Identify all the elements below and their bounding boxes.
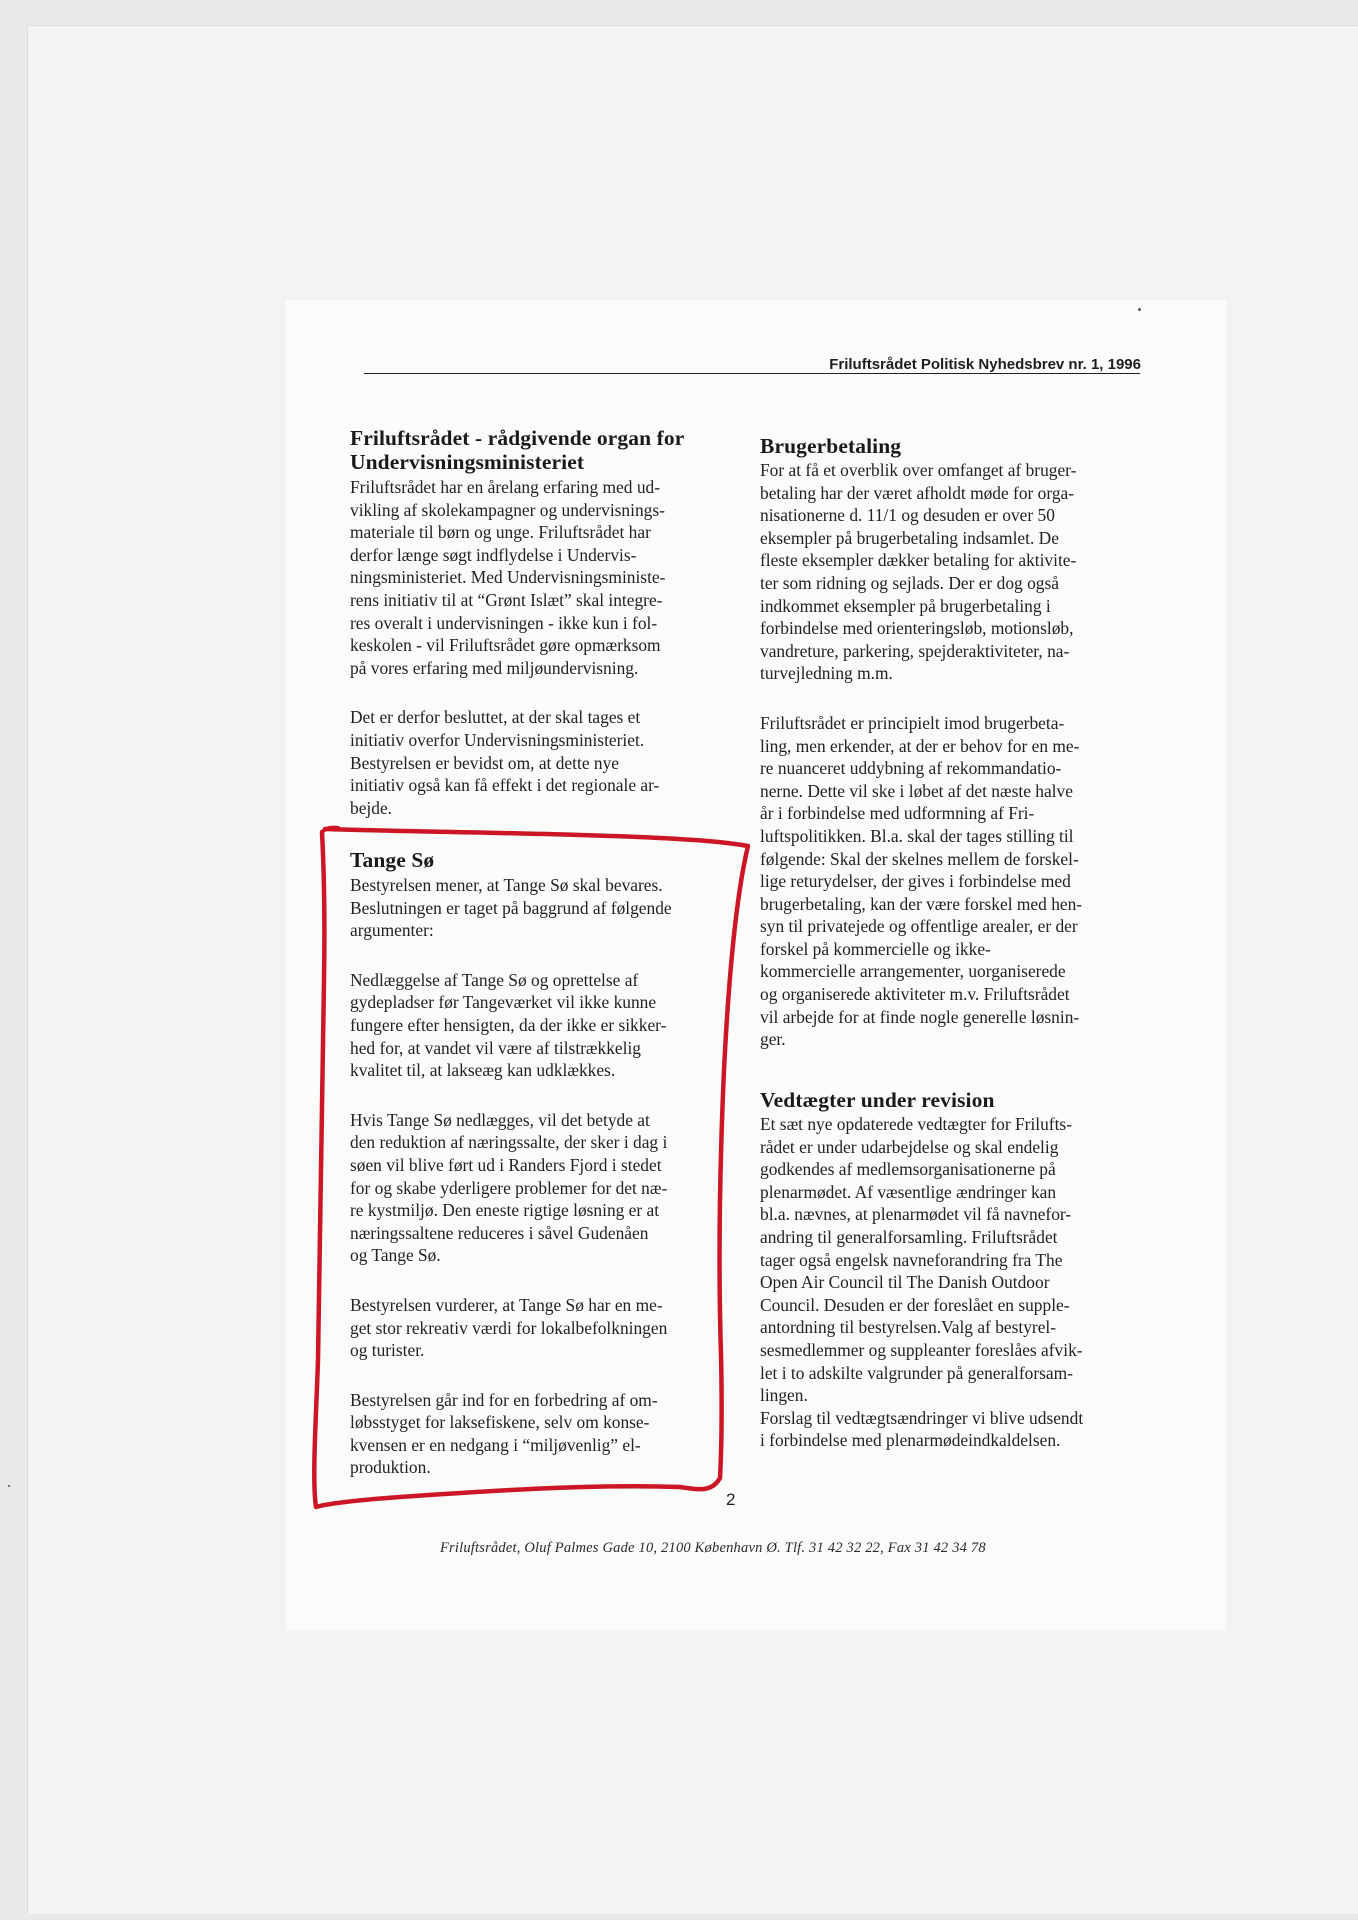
section-heading: Vedtægter under revision [760, 1088, 995, 1112]
section-heading: Tange Sø [350, 848, 435, 872]
paragraph: Bestyrelsen vurderer, at Tange Sø har en me- get stor rekreativ værdi for lokalbefolkningen og turister. [350, 1294, 668, 1361]
paragraph: Bestyrelsen mener, at Tange Sø skal bevares. Beslutningen er taget på baggrund af følgende argumenter: [350, 875, 672, 941]
scan-dust-speck [8, 1485, 10, 1487]
paragraph: Friluftsrådet er principielt imod brugerbeta- ling, men erkender, at der er behov for en me- re nuanceret uddybning af rekommandatio- nerne. Dette vil ske i løbet af det næste halve år i forbindelse med udformning af Fri- luftspolitikken. Bl.a. skal der tages stilling til følgende: Skal der skelnes mellem de forskel- lige returydelser, der gives i forbindelse med brugerbetaling, kan der være forskel med hen- syn til privatejede og offentlige arealer, er der forskel på kommercielle og ikke- kommercielle arrangementer, uorganiserede og organiserede aktiviteter m.v. Friluftsrådet vil arbejde for at finde nogle generelle løsnin- ger. [760, 712, 1083, 1050]
paragraph: Det er derfor besluttet, at der skal tages et initiativ overfor Undervisningsministeriet. Bestyrelsen er bevidst om, at dette nye initiativ også kan få effekt i det regionale ar- bejde. [350, 707, 660, 818]
scan-dust-speck [1138, 308, 1141, 311]
paragraph: Nedlæggelse af Tange Sø og oprettelse af gydepladser før Tangeværket vil ikke kunne fungere efter hensigten, da der ikke er sikker- hed for, at vandet vil være af tilstrækkelig kvalitet til, at lakseæg kan udklækkes. [350, 969, 667, 1081]
paragraph: Et sæt nye opdaterede vedtægter for Frilufts- rådet er under udarbejdelse og skal endelig godkendes af medlemsorganisationerne på plenarmødet. Af væsentlige ændringer kan bl.a. nævnes, at plenarmødet vil få navnefor- andring til generalforsamling. Friluftsrådet tager også engelsk navneforandring fra The Open Air Council til The Danish Outdoor Council. Desuden er der foreslået en supple- antordning til bestyrelsen.Valg af bestyrel- sesmedlemmer og suppleanter foreslåes afvik- let i to adskilte valgrunder på generalforsam- lingen. Forslag til vedtægtsændringer vi blive udsendt i forbindelse med plenarmødeindkaldelsen. [760, 1114, 1084, 1451]
newsletter-header-title: Friluftsrådet Politisk Nyhedsbrev nr. 1, 1996 [829, 356, 1141, 373]
paragraph: Bestyrelsen går ind for en forbedring af om- løbsstyget for laksefiskene, selv om konse- kvensen er en nedgang i “miljøvenlig” el- produktion. [350, 1389, 658, 1478]
paragraph: Friluftsrådet har en årelang erfaring med ud- vikling af skolekampagner og undervisnings- materiale til børn og unge. Friluftsrådet har derfor længe søgt indflydelse i Undervis- ningsministeriet. Med Undervisningsministe- rens initiativ til at “Grønt Islæt” skal integre- res overalt i undervisningen - ikke kun i fol- keskolen - vil Friluftsrådet gøre opmærksom på vores erfaring med miljøundervisning. [350, 477, 666, 678]
paragraph: Hvis Tange Sø nedlægges, vil det betyde at den reduktion af næringssalte, der sker i dag i søen vil blive ført ud i Randers Fjord i stedet for og skabe yderligere problemer for det næ- re kystmiljø. Den eneste rigtige løsning er at næringssaltene reduceres i såvel Gudenåen og Tange Sø. [350, 1109, 668, 1266]
section-heading: Friluftsrådet - rådgivende organ for Undervisningsministeriet [350, 426, 685, 474]
page-number: 2 [726, 1490, 736, 1509]
section-heading: Brugerbetaling [760, 434, 902, 458]
footer-address: Friluftsrådet, Oluf Palmes Gade 10, 2100 København Ø. Tlf. 31 42 32 22, Fax 31 42 34 78 [440, 1540, 986, 1556]
red-marker-stroke [314, 829, 748, 1507]
paragraph: For at få et overblik over omfanget af bruger- betaling har der været afholdt møde for orga- nisationerne d. 11/1 og desuden er over 50 eksempler på brugerbetaling indsamlet. De fleste eksempler dækker betaling for aktivite- ter som ridning og sejlads. Der er dog også indkommet eksempler på brugerbetaling i forbindelse med orienteringsløb, motionsløb, vandreture, parkering, spejderaktiviteter, na- turvejledning m.m. [760, 460, 1077, 684]
